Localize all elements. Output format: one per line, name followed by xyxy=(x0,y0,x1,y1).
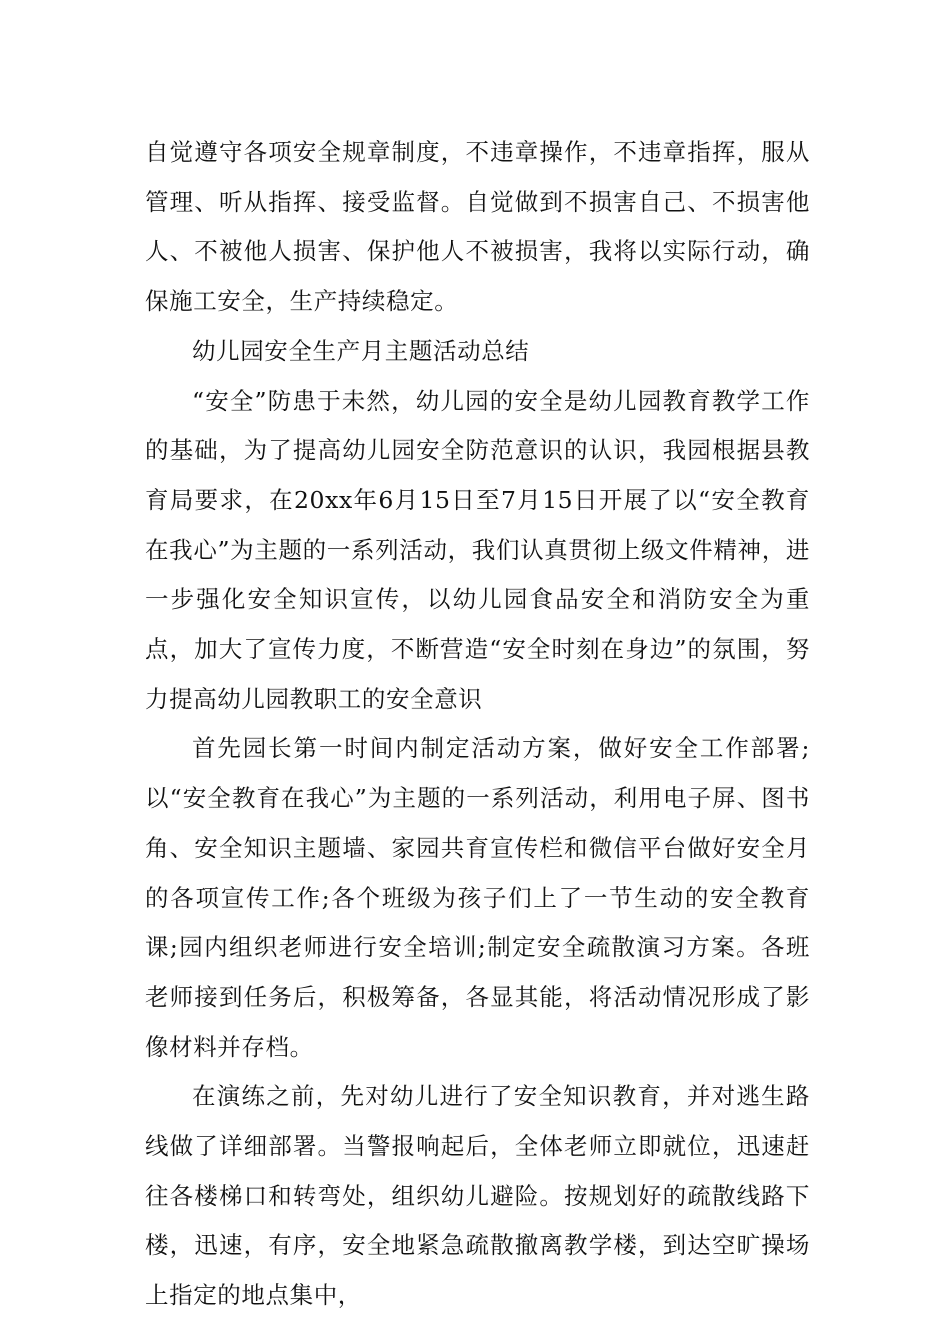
paragraph-intro xyxy=(145,377,810,725)
paragraph-text: “安全”防患于未然，幼儿园的安全是幼儿园教育教学工作的基础，为了提高幼儿园安全防范意识的认识，我园根据县教育局要求，在20xx年6月15日至7月15日开展了以“安全教育在我心”为主题的一系列活动，我们认真贯彻上级文件精神，进一步强化安全知识宣传，以幼儿园食品安全和消防安全为重点，加大了宣传力度，不断营造“安全时刻在身边”的氛围，努力提高幼儿园教职工的安全意识 xyxy=(145,386,810,713)
paragraph-text: 首先园长第一时间内制定活动方案，做好安全工作部署;以“安全教育在我心”为主题的一系列活动，利用电子屏、图书角、安全知识主题墙、家园共育宣传栏和微信平台做好安全月的各项宣传工作;各个班级为孩子们上了一节生动的安全教育课;园内组织老师进行安全培训;制定安全疏散演习方案。各班老师接到任务后，积极筹备，各显其能，将活动情况形成了影像材料并存档。 xyxy=(145,734,810,1061)
paragraph-text: 在演练之前，先对幼儿进行了安全知识教育，并对逃生路线做了详细部署。当警报响起后，全体老师立即就位，迅速赶往各楼梯口和转弯处，组织幼儿避险。按规划好的疏散线路下楼，迅速，有序，安全地紧急疏散撤离教学楼，到达空旷操场上指定的地点集中， xyxy=(145,1082,810,1310)
paragraph-drill xyxy=(145,1072,810,1321)
heading-text: 幼儿园安全生产月主题活动总结 xyxy=(192,336,530,365)
document-body xyxy=(145,128,810,1321)
paragraph-text: 自觉遵守各项安全规章制度，不违章操作，不违章指挥，服从管理、听从指挥、接受监督。自觉做到不损害自己、不损害他人、不被他人损害、保护他人不被损害，我将以实际行动，确保施工安全，生产持续稳定。 xyxy=(145,138,810,316)
section-heading xyxy=(145,327,810,377)
paragraph-planning xyxy=(145,724,810,1072)
paragraph-safety-pledge xyxy=(145,128,810,327)
